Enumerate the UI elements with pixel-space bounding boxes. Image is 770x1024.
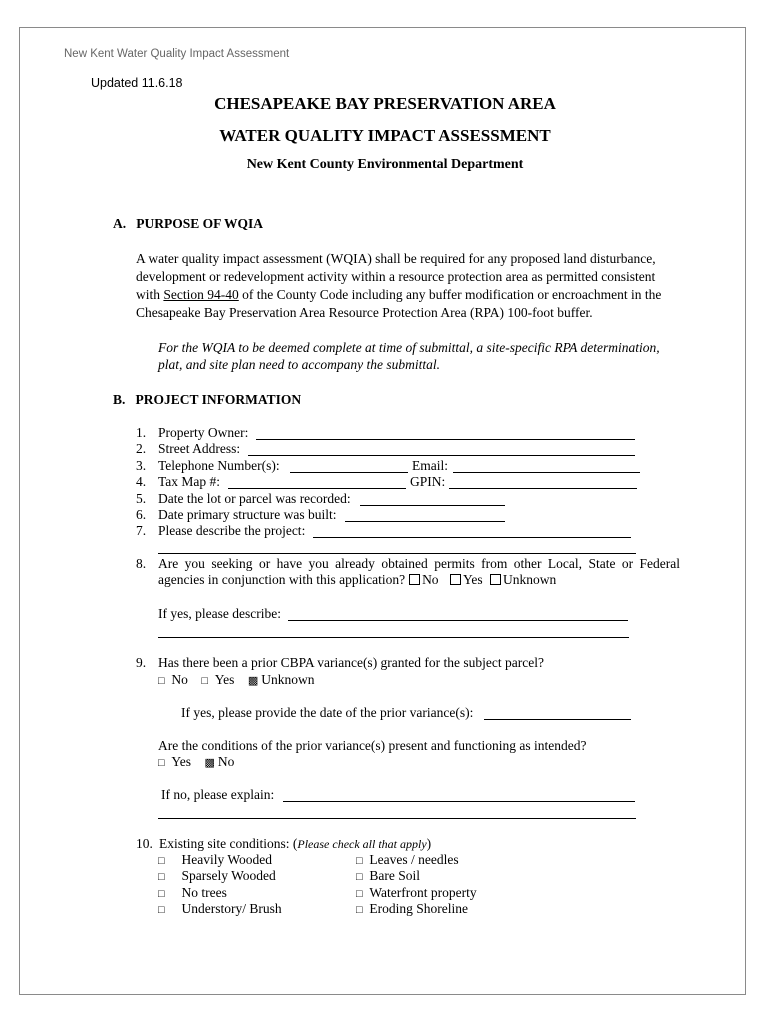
q8-unknown-checkbox[interactable] xyxy=(490,574,501,585)
q9-unknown-label: Unknown xyxy=(261,672,315,687)
leaves-needles-label: Leaves / needles xyxy=(369,852,459,867)
understory-brush-checkbox[interactable]: □ xyxy=(158,904,165,916)
q9-cond-no-checkbox[interactable]: ▩ xyxy=(204,757,215,769)
telephone-label: Telephone Number(s): xyxy=(158,458,280,473)
project-description-field[interactable] xyxy=(313,537,631,538)
item-number: 4. xyxy=(136,474,147,489)
q8-yes-label: Yes xyxy=(462,572,483,587)
item-number: 2. xyxy=(136,441,147,456)
q9-explain-field[interactable] xyxy=(283,801,635,802)
q9-cond-no-label: No xyxy=(217,754,235,769)
q8-yes-checkbox[interactable] xyxy=(450,574,461,585)
q9-date-label: If yes, please provide the date of the prior variance(s): xyxy=(181,705,474,720)
condition-option xyxy=(356,852,459,868)
condition-option xyxy=(158,868,276,884)
purpose-text: of the County Code including any buffer modification or encroachment in the xyxy=(238,287,662,302)
q9-yes-checkbox[interactable]: □ xyxy=(201,675,209,687)
condition-option xyxy=(356,885,477,901)
running-header: New Kent Water Quality Impact Assessment xyxy=(64,48,290,60)
purpose-text: with xyxy=(136,287,164,302)
condition-option xyxy=(356,901,468,917)
item-number: 5. xyxy=(136,491,147,506)
note-line-1: For the WQIA to be deemed complete at time of submittal, a site-specific RPA determination, xyxy=(158,340,660,355)
item-number: 9. xyxy=(136,655,147,670)
q8-describe-field[interactable] xyxy=(288,620,628,621)
item-number: 3. xyxy=(136,458,147,473)
department-title: New Kent County Environmental Department xyxy=(246,157,524,172)
section-a-heading: A. PURPOSE OF WQIA xyxy=(113,216,264,231)
item-number: 8. xyxy=(136,556,147,571)
project-description-field-2[interactable] xyxy=(158,553,636,554)
date-built-label: Date primary structure was built: xyxy=(158,507,337,522)
q9-explain-field-2[interactable] xyxy=(158,818,636,819)
q8-no-checkbox[interactable] xyxy=(409,574,420,585)
email-field[interactable] xyxy=(453,472,640,473)
date-recorded-label: Date the lot or parcel was recorded: xyxy=(158,491,351,506)
gpin-field[interactable] xyxy=(449,488,637,489)
tax-map-label: Tax Map #: xyxy=(158,474,221,489)
street-address-field[interactable] xyxy=(248,455,635,456)
condition-option xyxy=(158,901,282,917)
q9-date-field[interactable] xyxy=(484,719,631,720)
purpose-line-3 xyxy=(136,287,661,303)
bare-soil-checkbox[interactable]: □ xyxy=(356,871,363,883)
email-label: Email: xyxy=(412,458,448,473)
section-b-heading: B. PROJECT INFORMATION xyxy=(113,392,302,407)
property-owner-field[interactable] xyxy=(256,439,635,440)
condition-option xyxy=(158,852,272,868)
item-number: 10. xyxy=(136,836,153,851)
q8-no-label: No xyxy=(422,572,439,587)
q9-no-label: No xyxy=(171,672,188,687)
date-built-field[interactable] xyxy=(345,521,505,522)
q8-describe-label: If yes, please describe: xyxy=(158,606,281,621)
heavily-wooded-checkbox[interactable]: □ xyxy=(158,855,165,867)
note-line-2: plat, and site plan need to accompany the submittal. xyxy=(158,357,440,372)
project-description-label: Please describe the project: xyxy=(158,523,306,538)
q8-line-2 xyxy=(158,572,556,588)
q9-unknown-checkbox[interactable]: ▩ xyxy=(247,675,259,687)
waterfront-property-label: Waterfront property xyxy=(369,885,477,900)
condition-option xyxy=(356,868,420,884)
bare-soil-label: Bare Soil xyxy=(369,868,420,883)
q9-question: Has there been a prior CBPA variance(s) granted for the subject parcel? xyxy=(158,655,544,670)
date-recorded-field[interactable] xyxy=(360,505,505,506)
telephone-field[interactable] xyxy=(290,472,408,473)
q9-cond-yes-checkbox[interactable]: □ xyxy=(158,757,165,769)
q9-cond-yes-label: Yes xyxy=(171,754,192,769)
sparsely-wooded-checkbox[interactable]: □ xyxy=(158,871,165,883)
eroding-shoreline-checkbox[interactable]: □ xyxy=(356,904,363,916)
q10-question: Existing site conditions: ( xyxy=(159,836,298,851)
updated-date: Updated 11.6.18 xyxy=(91,76,183,90)
waterfront-property-checkbox[interactable]: □ xyxy=(356,888,363,900)
no-trees-checkbox[interactable]: □ xyxy=(158,888,165,900)
q8-line-1: Are you seeking or have you already obtained permits from other Local, State or Federal xyxy=(158,556,680,571)
section-94-40-link[interactable]: Section 94-40 xyxy=(163,287,239,302)
property-owner-label: Property Owner: xyxy=(158,425,249,440)
q10-label xyxy=(159,836,431,852)
understory-brush-label: Understory/ Brush xyxy=(181,901,282,916)
q10-close-paren: ) xyxy=(426,836,432,851)
q9-yes-label: Yes xyxy=(214,672,235,687)
q8-question: agencies in conjunction with this application? xyxy=(158,572,406,587)
purpose-line-2: development or redevelopment activity within a resource protection area as permitted consistent xyxy=(136,269,656,284)
q9-explain-label: If no, please explain: xyxy=(161,787,275,802)
item-number: 6. xyxy=(136,507,147,522)
sparsely-wooded-label: Sparsely Wooded xyxy=(181,868,276,883)
gpin-label: GPIN: xyxy=(410,474,446,489)
purpose-line-4: Chesapeake Bay Preservation Area Resource Protection Area (RPA) 100-foot buffer. xyxy=(136,305,593,320)
street-address-label: Street Address: xyxy=(158,441,241,456)
purpose-line-1: A water quality impact assessment (WQIA) shall be required for any proposed land disturbance, xyxy=(136,251,656,266)
q10-note: Please check all that apply xyxy=(297,837,427,851)
leaves-needles-checkbox[interactable]: □ xyxy=(356,855,363,867)
no-trees-label: No trees xyxy=(181,885,227,900)
q9-conditions-options xyxy=(158,754,234,770)
title-line-2: WATER QUALITY IMPACT ASSESSMENT xyxy=(219,126,551,145)
eroding-shoreline-label: Eroding Shoreline xyxy=(369,901,468,916)
tax-map-field[interactable] xyxy=(228,488,406,489)
q8-unknown-label: Unknown xyxy=(502,572,557,587)
item-number: 1. xyxy=(136,425,147,440)
q9-no-checkbox[interactable]: □ xyxy=(158,675,165,687)
item-number: 7. xyxy=(136,523,147,538)
q8-describe-field-2[interactable] xyxy=(158,637,629,638)
heavily-wooded-label: Heavily Wooded xyxy=(181,852,273,867)
q9-conditions-question: Are the conditions of the prior variance(s) present and functioning as intended? xyxy=(158,738,587,753)
title-line-1: CHESAPEAKE BAY PRESERVATION AREA xyxy=(214,94,556,113)
condition-option xyxy=(158,885,227,901)
q9-options xyxy=(158,672,315,688)
